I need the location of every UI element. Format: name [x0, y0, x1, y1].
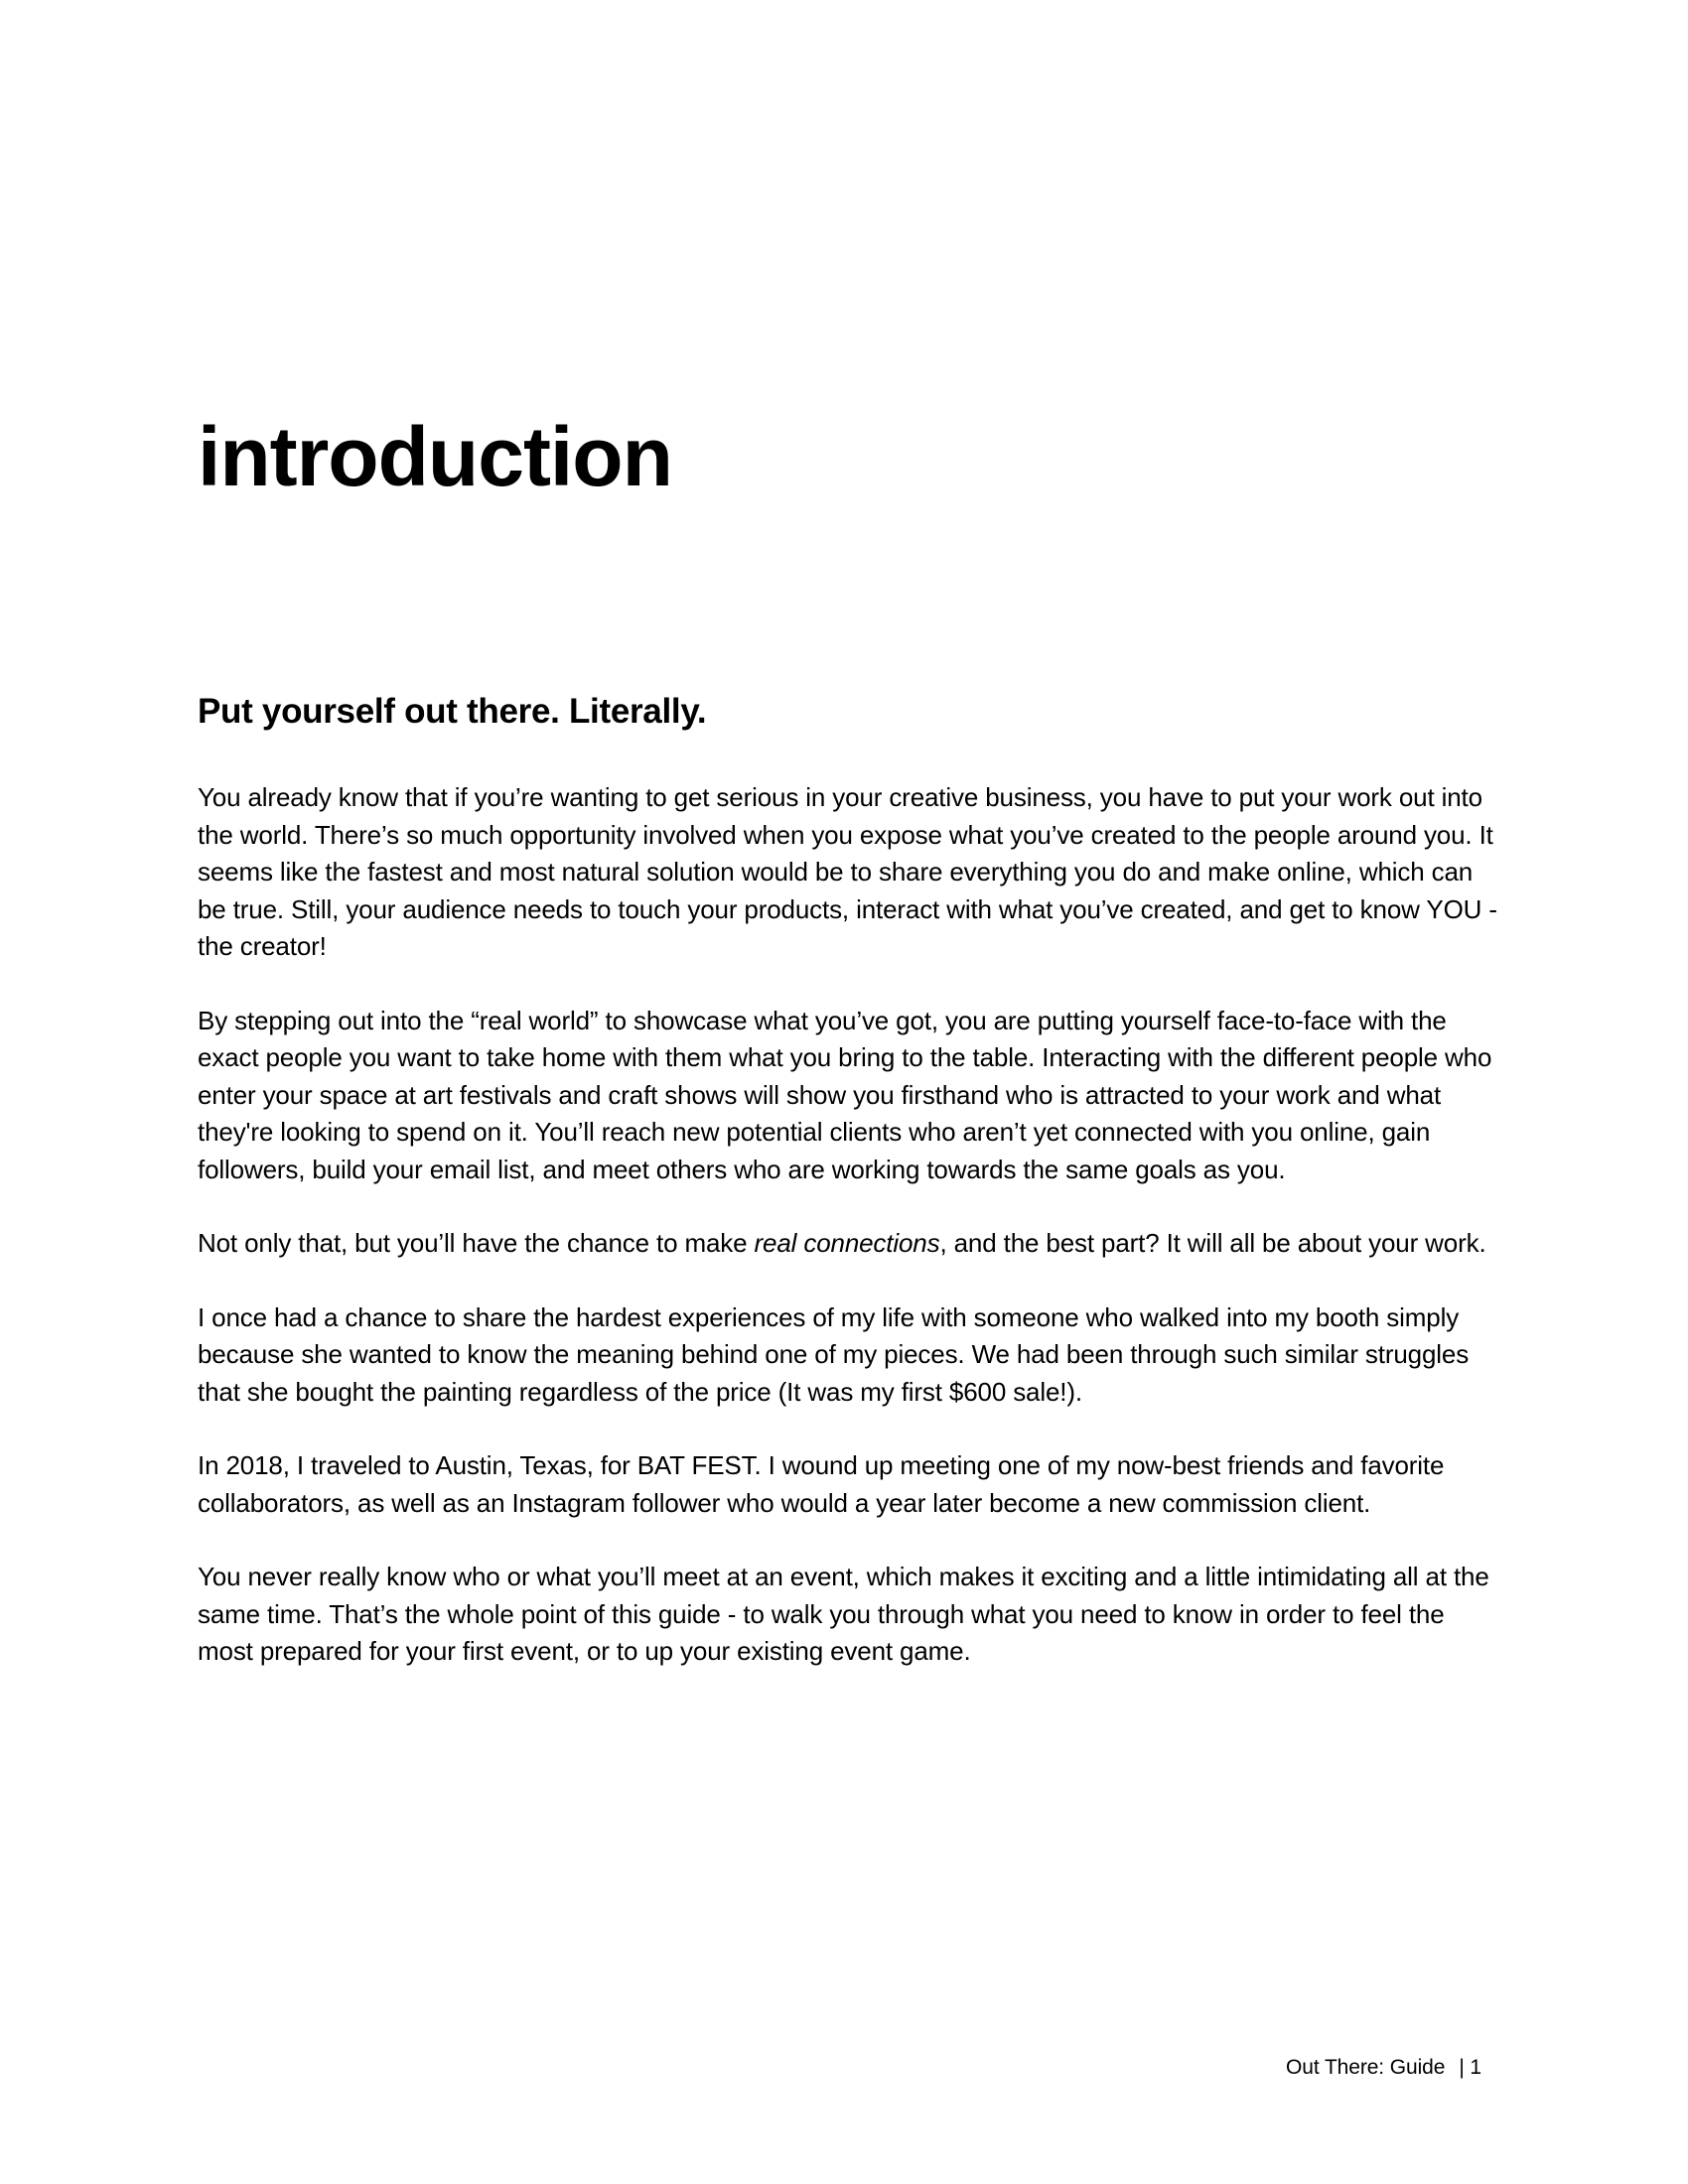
- paragraph-austin-story: In 2018, I traveled to Austin, Texas, for BAT FEST. I wound up meeting one of my now-best friends and favorite collaborators, as well as an Instagram follower who would a year later become a new commission client.: [198, 1450, 1445, 1518]
- footer-page-number: | 1: [1459, 2056, 1481, 2079]
- page-footer: [1286, 2057, 1481, 2078]
- page-title: introduction: [198, 410, 672, 503]
- paragraph-real-world: By stepping out into the “real world” to showcase what you’ve got, you are putting yourself face-to-face with the exact people you want to take home with them what you bring to the table. Interacting with the different people who enter your space at art festivals and craft shows will show you firsthand who is attracted to your work and what they're looking to spend on it. You’ll reach new potential clients who aren’t yet connected with you online, gain followers, build your email list, and meet others who are working towards the same goals as you.: [198, 1005, 1492, 1184]
- section-subtitle: Put yourself out there. Literally.: [198, 692, 707, 731]
- paragraph-intro: You already know that if you’re wanting to get serious in your creative business, you have to put your work out into the world. There’s so much opportunity involved when you expose what you’ve created to the people around you. It seems like the fastest and most natural solution would be to share everything you do and make online, which can be true. Still, your audience needs to touch your products, interact with what you’ve created, and get to know YOU - the creator!: [198, 782, 1497, 961]
- footer-guide-name: Out There: Guide: [1286, 2056, 1446, 2079]
- paragraph-guide-purpose: You never really know who or what you’ll meet at an event, which makes it exciting and a little intimidating all at the same time. That’s the whole point of this guide - to walk you through what you need to know in order to feel the most prepared for your first event, or to up your existing event game.: [198, 1562, 1489, 1666]
- paragraph-connections: [198, 1225, 1498, 1263]
- body-text: [198, 779, 1498, 1707]
- paragraph-connections-end: , and the best part? It will all be about your work.: [939, 1228, 1486, 1258]
- emphasis-real-connections: real connections: [754, 1228, 940, 1258]
- paragraph-booth-story: I once had a chance to share the hardest experiences of my life with someone who walked into my booth simply because she wanted to know the meaning behind one of my pieces. We had been through such similar struggles that she bought the painting regardless of the price (It was my first $600 sale!).: [198, 1301, 1470, 1407]
- paragraph-connections-start: Not only that, but you’ll have the chance to make: [198, 1228, 755, 1258]
